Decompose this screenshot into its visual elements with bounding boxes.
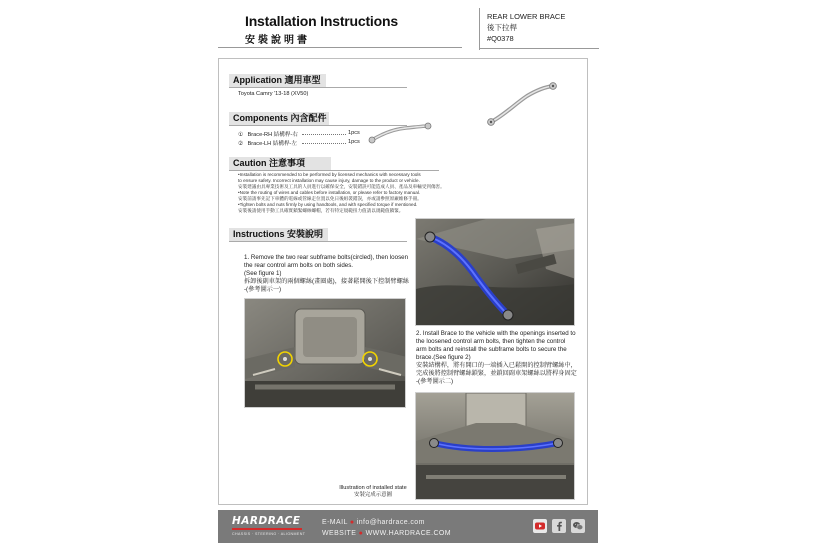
page-title-chinese: 安裝說明書 [245, 35, 310, 46]
brace-top-illustration [485, 78, 559, 130]
hardrace-logo [232, 515, 310, 539]
caution-line: •Note the routing of wires and cables before installation, or please refer to factory manual. [238, 190, 421, 195]
youtube-icon[interactable] [533, 519, 547, 533]
figure-2-photo [415, 392, 575, 500]
step-2-line: 2. Install Brace to the vehicle with the openings inserted to [416, 330, 576, 337]
component-leader [302, 143, 346, 144]
instructions-heading: Instructions 安裝說明 [229, 228, 328, 241]
step-2-line: 完成後將控制臂螺絲鎖緊，並鎖回副車架螺絲以將桿身固定 [416, 370, 577, 377]
step-2-line: 安裝結構桿，將有開口的一端插入已鬆開的控制臂螺絲中， [416, 362, 577, 369]
component-qty: 1pcs [348, 130, 360, 136]
header-divider-right [479, 48, 599, 49]
website-label: WEBSITE [322, 530, 357, 537]
product-name: REAR LOWER BRACE [487, 12, 566, 21]
brand-wordmark: HARDRACE [232, 515, 301, 527]
brace-side-illustration [368, 120, 432, 146]
facebook-icon[interactable] [552, 519, 566, 533]
caution-heading: Caution 注意事項 [229, 157, 331, 170]
application-vehicle: Toyota Camry '13-18 (XV50) [238, 91, 309, 97]
component-item-1 [238, 130, 298, 138]
component-number: ② [238, 141, 244, 147]
header-divider [218, 47, 462, 48]
step-2-line: -(參考圖示二) [416, 378, 454, 385]
application-rule [229, 87, 407, 88]
brand-tagline: CHASSIS · STEERING · ALIGNMENT [232, 532, 306, 536]
caption-english: Illustration of installed state [339, 485, 407, 491]
caution-notes [238, 172, 445, 214]
step-1-line: 拆卸後副車架的兩個螺絲(畫圈處)，接著鬆開後下控制臂螺絲 [244, 278, 409, 285]
step-1-line: the rear control arm bolts on both sides. [244, 262, 354, 269]
email-link[interactable]: info@hardrace.com [356, 519, 425, 526]
step-2-line: brace.(See figure 2) [416, 354, 471, 361]
email-label: E-MAIL [322, 519, 348, 526]
step-1-text [244, 254, 409, 294]
product-name-chinese: 後下拉桿 [487, 23, 517, 32]
step-1-line: 1. Remove the two rear subframe bolts(circled), then loosen [244, 254, 409, 261]
step-1-line: -(參考圖示一) [244, 286, 282, 293]
figure-installed-brace-photo [415, 218, 575, 326]
header-vertical-divider [479, 8, 480, 50]
caption-chinese: 安裝完成示意圖 [354, 492, 392, 498]
application-heading: Application 適用車型 [229, 74, 326, 87]
step-2-line: arm bolts and reinstall the subframe bolts to secure the [416, 346, 567, 353]
component-number: ① [238, 132, 244, 138]
caution-line: to ensure safety. Incorrect installation may cause injury, damage to the product or vehicle. [238, 178, 420, 183]
step-2-line: the loosened control arm bolts, then tighten the control [416, 338, 566, 345]
footer-contact [322, 517, 451, 539]
part-number: #Q0378 [487, 34, 514, 43]
installed-caption [333, 485, 413, 499]
product-info [487, 11, 565, 44]
caution-line: 安裝前請事先記下車體的電線或管線走位置以免日後組裝錯誤，亦或請參照原廠維修手冊。 [238, 196, 422, 201]
component-name: Brace-RH 結構桿-右 [247, 132, 298, 138]
caution-line: 安裝後請使用手動工具確實鎖緊螺絲螺帽，若有特定規範扭力值請以規範值鎖緊。 [238, 208, 404, 213]
component-name: Brace-LH 結構桿-左 [247, 141, 297, 147]
step-1-line: (See figure 1) [244, 270, 282, 277]
component-item-2 [238, 139, 297, 147]
website-link[interactable]: WWW.HARDRACE.COM [365, 530, 451, 537]
caution-rule [229, 170, 439, 171]
email-line [322, 517, 451, 528]
instructions-rule [229, 241, 407, 242]
separator-dot: ● [356, 530, 366, 537]
separator-dot: ● [347, 519, 357, 526]
caution-line: •Tighten bolts and nuts firmly by using handtools, and with specified torque if mentioned. [238, 202, 418, 207]
component-qty: 1pcs [348, 139, 360, 145]
wechat-icon[interactable] [571, 519, 585, 533]
components-heading: Components 內含配件 [229, 112, 329, 125]
caution-line: •Installation is recommended to be performed by licensed mechanics with necessary tools [238, 172, 421, 177]
figure-1-photo [244, 298, 406, 408]
caution-line: 安裝建議由具專業技術及工具的人員進行以確保安全，安裝錯誤可能造成人員、產品及車輛受到傷害。 [238, 184, 445, 189]
website-line [322, 528, 451, 539]
step-2-text [416, 330, 577, 386]
page-title: Installation Instructions [245, 13, 398, 29]
component-leader [302, 134, 346, 135]
logo-stripe [232, 528, 302, 530]
